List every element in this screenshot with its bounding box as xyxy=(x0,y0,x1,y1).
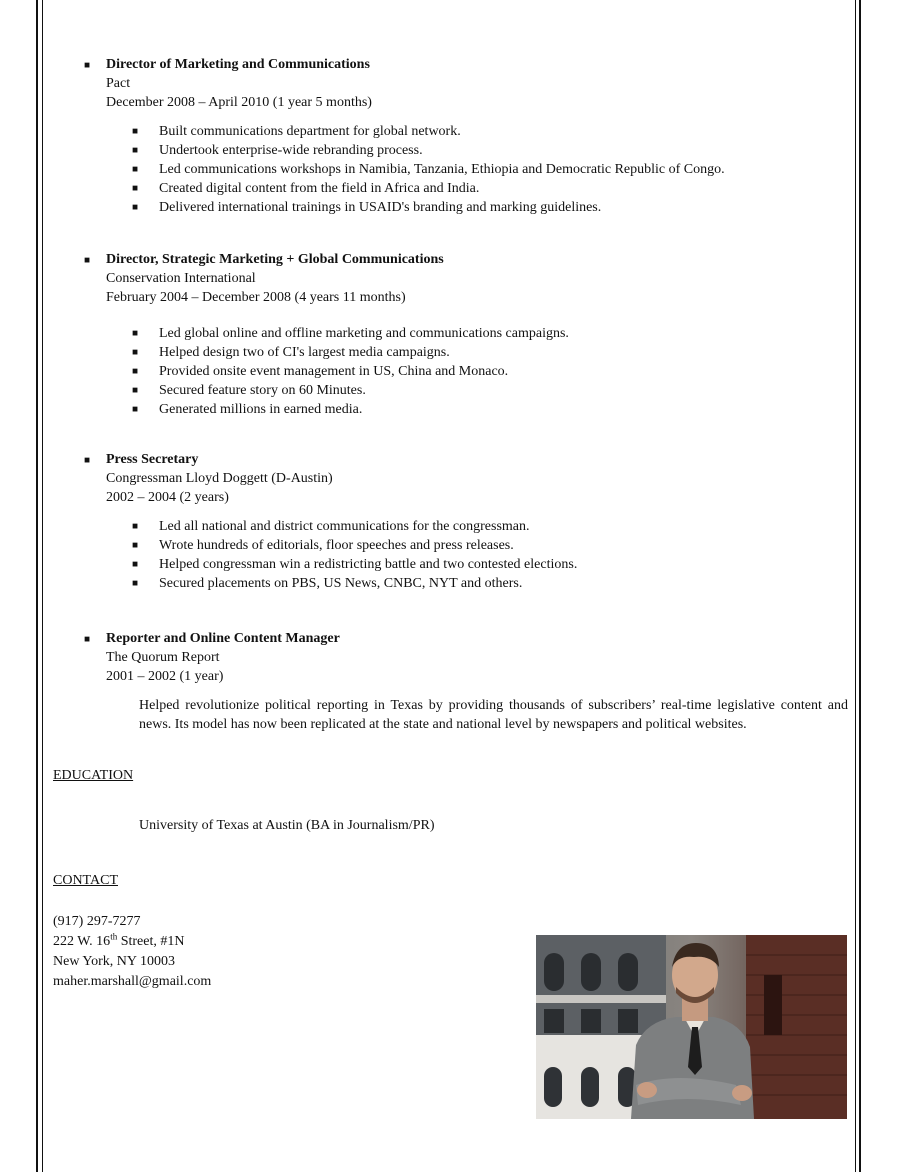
duty-item: ■ Led global online and offline marketing and communications campaigns. xyxy=(132,326,569,341)
job-organization: Pact xyxy=(106,76,131,91)
job-entry-press-secretary xyxy=(84,450,836,593)
job-dates: 2002 – 2004 (2 years) xyxy=(106,490,229,505)
duty-list xyxy=(106,122,836,217)
job-dates: December 2008 – April 2010 (1 year 5 months) xyxy=(106,95,372,110)
contact-block xyxy=(53,912,211,992)
duty-item: ■ Led all national and district communications for the congressman. xyxy=(132,519,530,534)
job-organization: Conservation International xyxy=(106,271,256,286)
duty-list xyxy=(106,517,836,593)
square-bullet-icon: ■ xyxy=(132,347,139,358)
square-bullet-icon: ■ xyxy=(132,183,139,194)
page-border-right xyxy=(859,0,861,1172)
square-bullet-icon: ■ xyxy=(84,60,91,71)
job-title: Press Secretary xyxy=(106,452,199,467)
education-entry: University of Texas at Austin (BA in Journalism/PR) xyxy=(139,818,435,833)
duty-item: ■ Undertook enterprise-wide rebranding process. xyxy=(132,143,423,158)
contact-heading: CONTACT xyxy=(53,873,118,888)
job-title: Director of Marketing and Communications xyxy=(106,57,370,72)
square-bullet-icon: ■ xyxy=(84,455,91,466)
duty-item: ■ Led communications workshops in Namibia, Tanzania, Ethiopia and Democratic Republic of Congo. xyxy=(132,162,725,177)
job-entry-pact xyxy=(84,55,836,217)
contact-street: 222 W. 16th Street, #1N xyxy=(53,931,185,949)
square-bullet-icon: ■ xyxy=(84,255,91,266)
job-entry-conservation-international xyxy=(84,250,836,419)
job-title: Director, Strategic Marketing + Global Communications xyxy=(106,252,444,267)
square-bullet-icon: ■ xyxy=(132,366,139,377)
square-bullet-icon: ■ xyxy=(132,145,139,156)
square-bullet-icon: ■ xyxy=(132,559,139,570)
square-bullet-icon: ■ xyxy=(132,164,139,175)
job-description: Helped revolutionize political reporting in Texas by providing thousands of subscribers’ real-time legislative content and news. Its model has now been replicated at the state and national level by newspapers and political websites. xyxy=(139,698,848,732)
square-bullet-icon: ■ xyxy=(132,126,139,137)
square-bullet-icon: ■ xyxy=(132,578,139,589)
duty-item: ■ Secured feature story on 60 Minutes. xyxy=(132,383,366,398)
page-border-left-inner xyxy=(42,0,43,1172)
duty-item: ■ Wrote hundreds of editorials, floor speeches and press releases. xyxy=(132,538,514,553)
duty-item: ■ Built communications department for global network. xyxy=(132,124,461,139)
education-heading: EDUCATION xyxy=(53,768,134,783)
job-organization: Congressman Lloyd Doggett (D-Austin) xyxy=(106,471,333,486)
square-bullet-icon: ■ xyxy=(132,202,139,213)
contact-email: maher.marshall@gmail.com xyxy=(53,974,212,989)
duty-item: ■ Secured placements on PBS, US News, CNBC, NYT and others. xyxy=(132,576,523,591)
square-bullet-icon: ■ xyxy=(84,634,91,645)
contact-phone: (917) 297-7277 xyxy=(53,914,141,929)
duty-item: ■ Helped congressman win a redistricting battle and two contested elections. xyxy=(132,557,578,572)
job-organization: The Quorum Report xyxy=(106,650,220,665)
duty-item: ■ Created digital content from the field in Africa and India. xyxy=(132,181,480,196)
job-title: Reporter and Online Content Manager xyxy=(106,631,340,646)
job-entry-quorum-report xyxy=(84,629,848,734)
duty-item: ■ Helped design two of CI's largest media campaigns. xyxy=(132,345,450,360)
job-dates: February 2004 – December 2008 (4 years 11 months) xyxy=(106,290,406,305)
page-border-left xyxy=(36,0,38,1172)
square-bullet-icon: ■ xyxy=(132,540,139,551)
duty-item: ■ Delivered international trainings in USAID's branding and marking guidelines. xyxy=(132,200,602,215)
square-bullet-icon: ■ xyxy=(132,328,139,339)
profile-photo xyxy=(536,935,847,1119)
duty-item: ■ Provided onsite event management in US, China and Monaco. xyxy=(132,364,509,379)
square-bullet-icon: ■ xyxy=(132,404,139,415)
contact-city: New York, NY 10003 xyxy=(53,954,175,969)
job-dates: 2001 – 2002 (1 year) xyxy=(106,669,224,684)
page-border-right-inner xyxy=(855,0,856,1172)
square-bullet-icon: ■ xyxy=(132,385,139,396)
square-bullet-icon: ■ xyxy=(132,521,139,532)
duty-item: ■ Generated millions in earned media. xyxy=(132,402,363,417)
duty-list xyxy=(106,324,836,419)
